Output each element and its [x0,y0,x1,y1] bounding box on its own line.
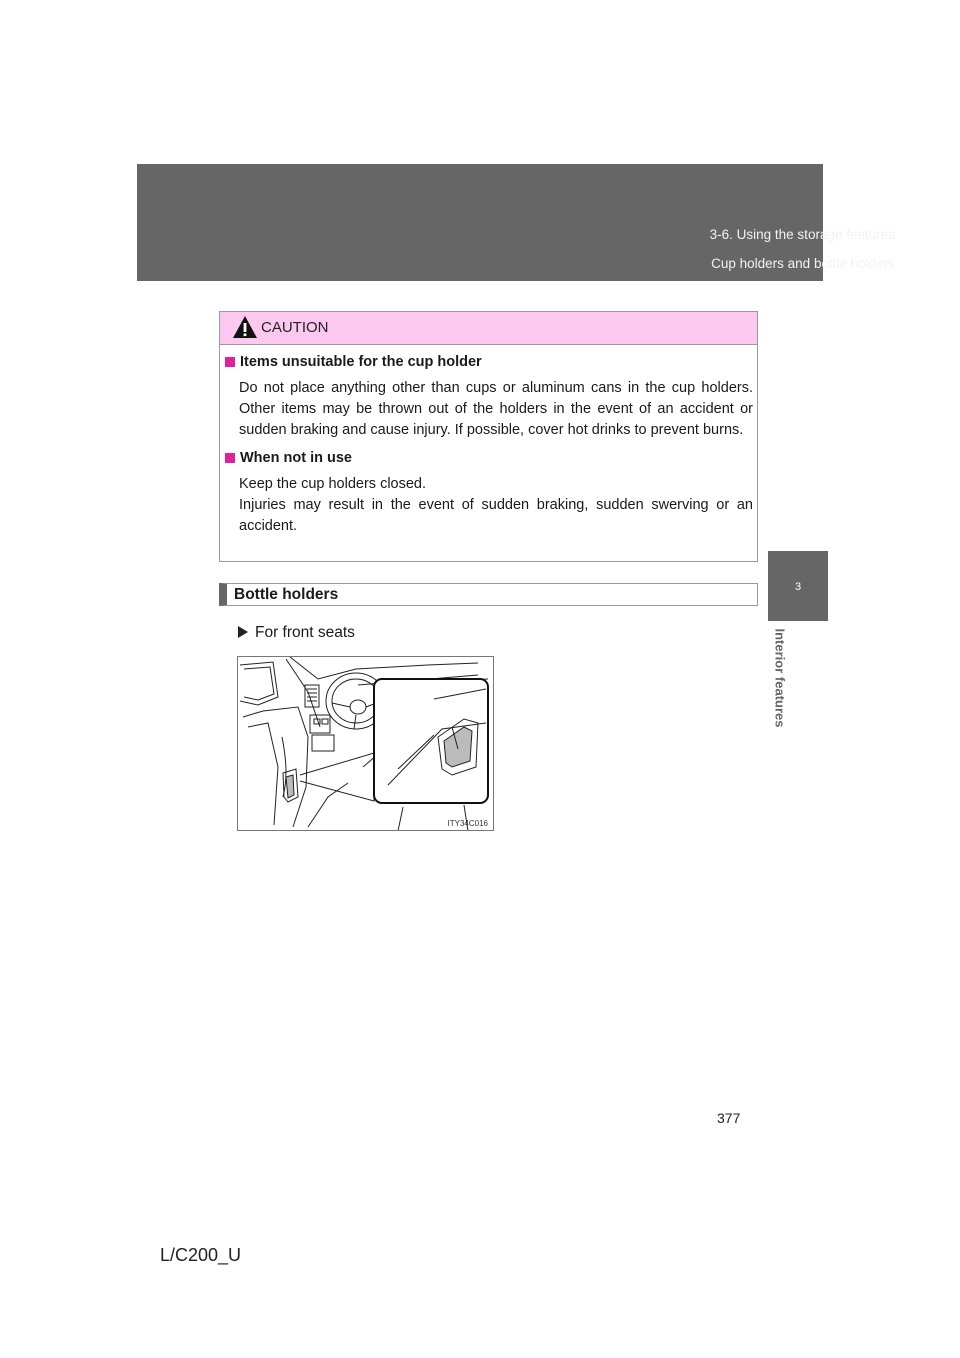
caution-body [220,345,757,537]
caution-item-heading [224,448,753,469]
bottle-holder-illustration [237,656,494,831]
section-heading-text: Bottle holders [234,586,339,603]
caution-paragraph: Do not place anything other than cups or aluminum cans in the cup holders. Other items may be thrown out of the holders in the event of an accident or sudden braking and cause injury. If possible, cover hot drinks to prevent burns. [239,380,753,438]
warning-triangle-icon [232,315,258,339]
square-bullet-icon [225,357,235,367]
section-heading [219,583,758,606]
caution-paragraph: Injuries may result in the event of sudden braking, sudden swerving or an accident. [239,497,753,534]
caution-item-heading [224,352,753,373]
square-bullet-icon [225,453,235,463]
caution-item-heading-text: When not in use [240,450,352,466]
chapter-label [768,621,791,735]
sub-item [238,624,355,642]
header-section-title: 3-6. Using the storage features [709,227,895,242]
caution-title: CAUTION [261,319,329,336]
triangle-bullet-icon [238,626,248,638]
car-interior-drawing [238,657,494,831]
caution-box [219,311,758,562]
caution-item-text [224,378,753,441]
sub-item-label: For front seats [255,624,355,641]
illustration-code: ITY34C016 [447,819,488,828]
caution-header [220,312,757,345]
caution-paragraph: Keep the cup holders closed. [239,476,427,492]
chapter-label-text: Interior features [772,628,787,728]
caution-item-heading-text: Items unsuitable for the cup holder [240,354,482,370]
page-number: 377 [717,1110,741,1126]
header-topic-title: Cup holders and bottle holders [711,256,895,271]
model-code: L/C200_U [160,1245,242,1265]
chapter-tab[interactable] [768,551,828,621]
chapter-number: 3 [794,581,802,593]
caution-item-text [224,474,753,537]
